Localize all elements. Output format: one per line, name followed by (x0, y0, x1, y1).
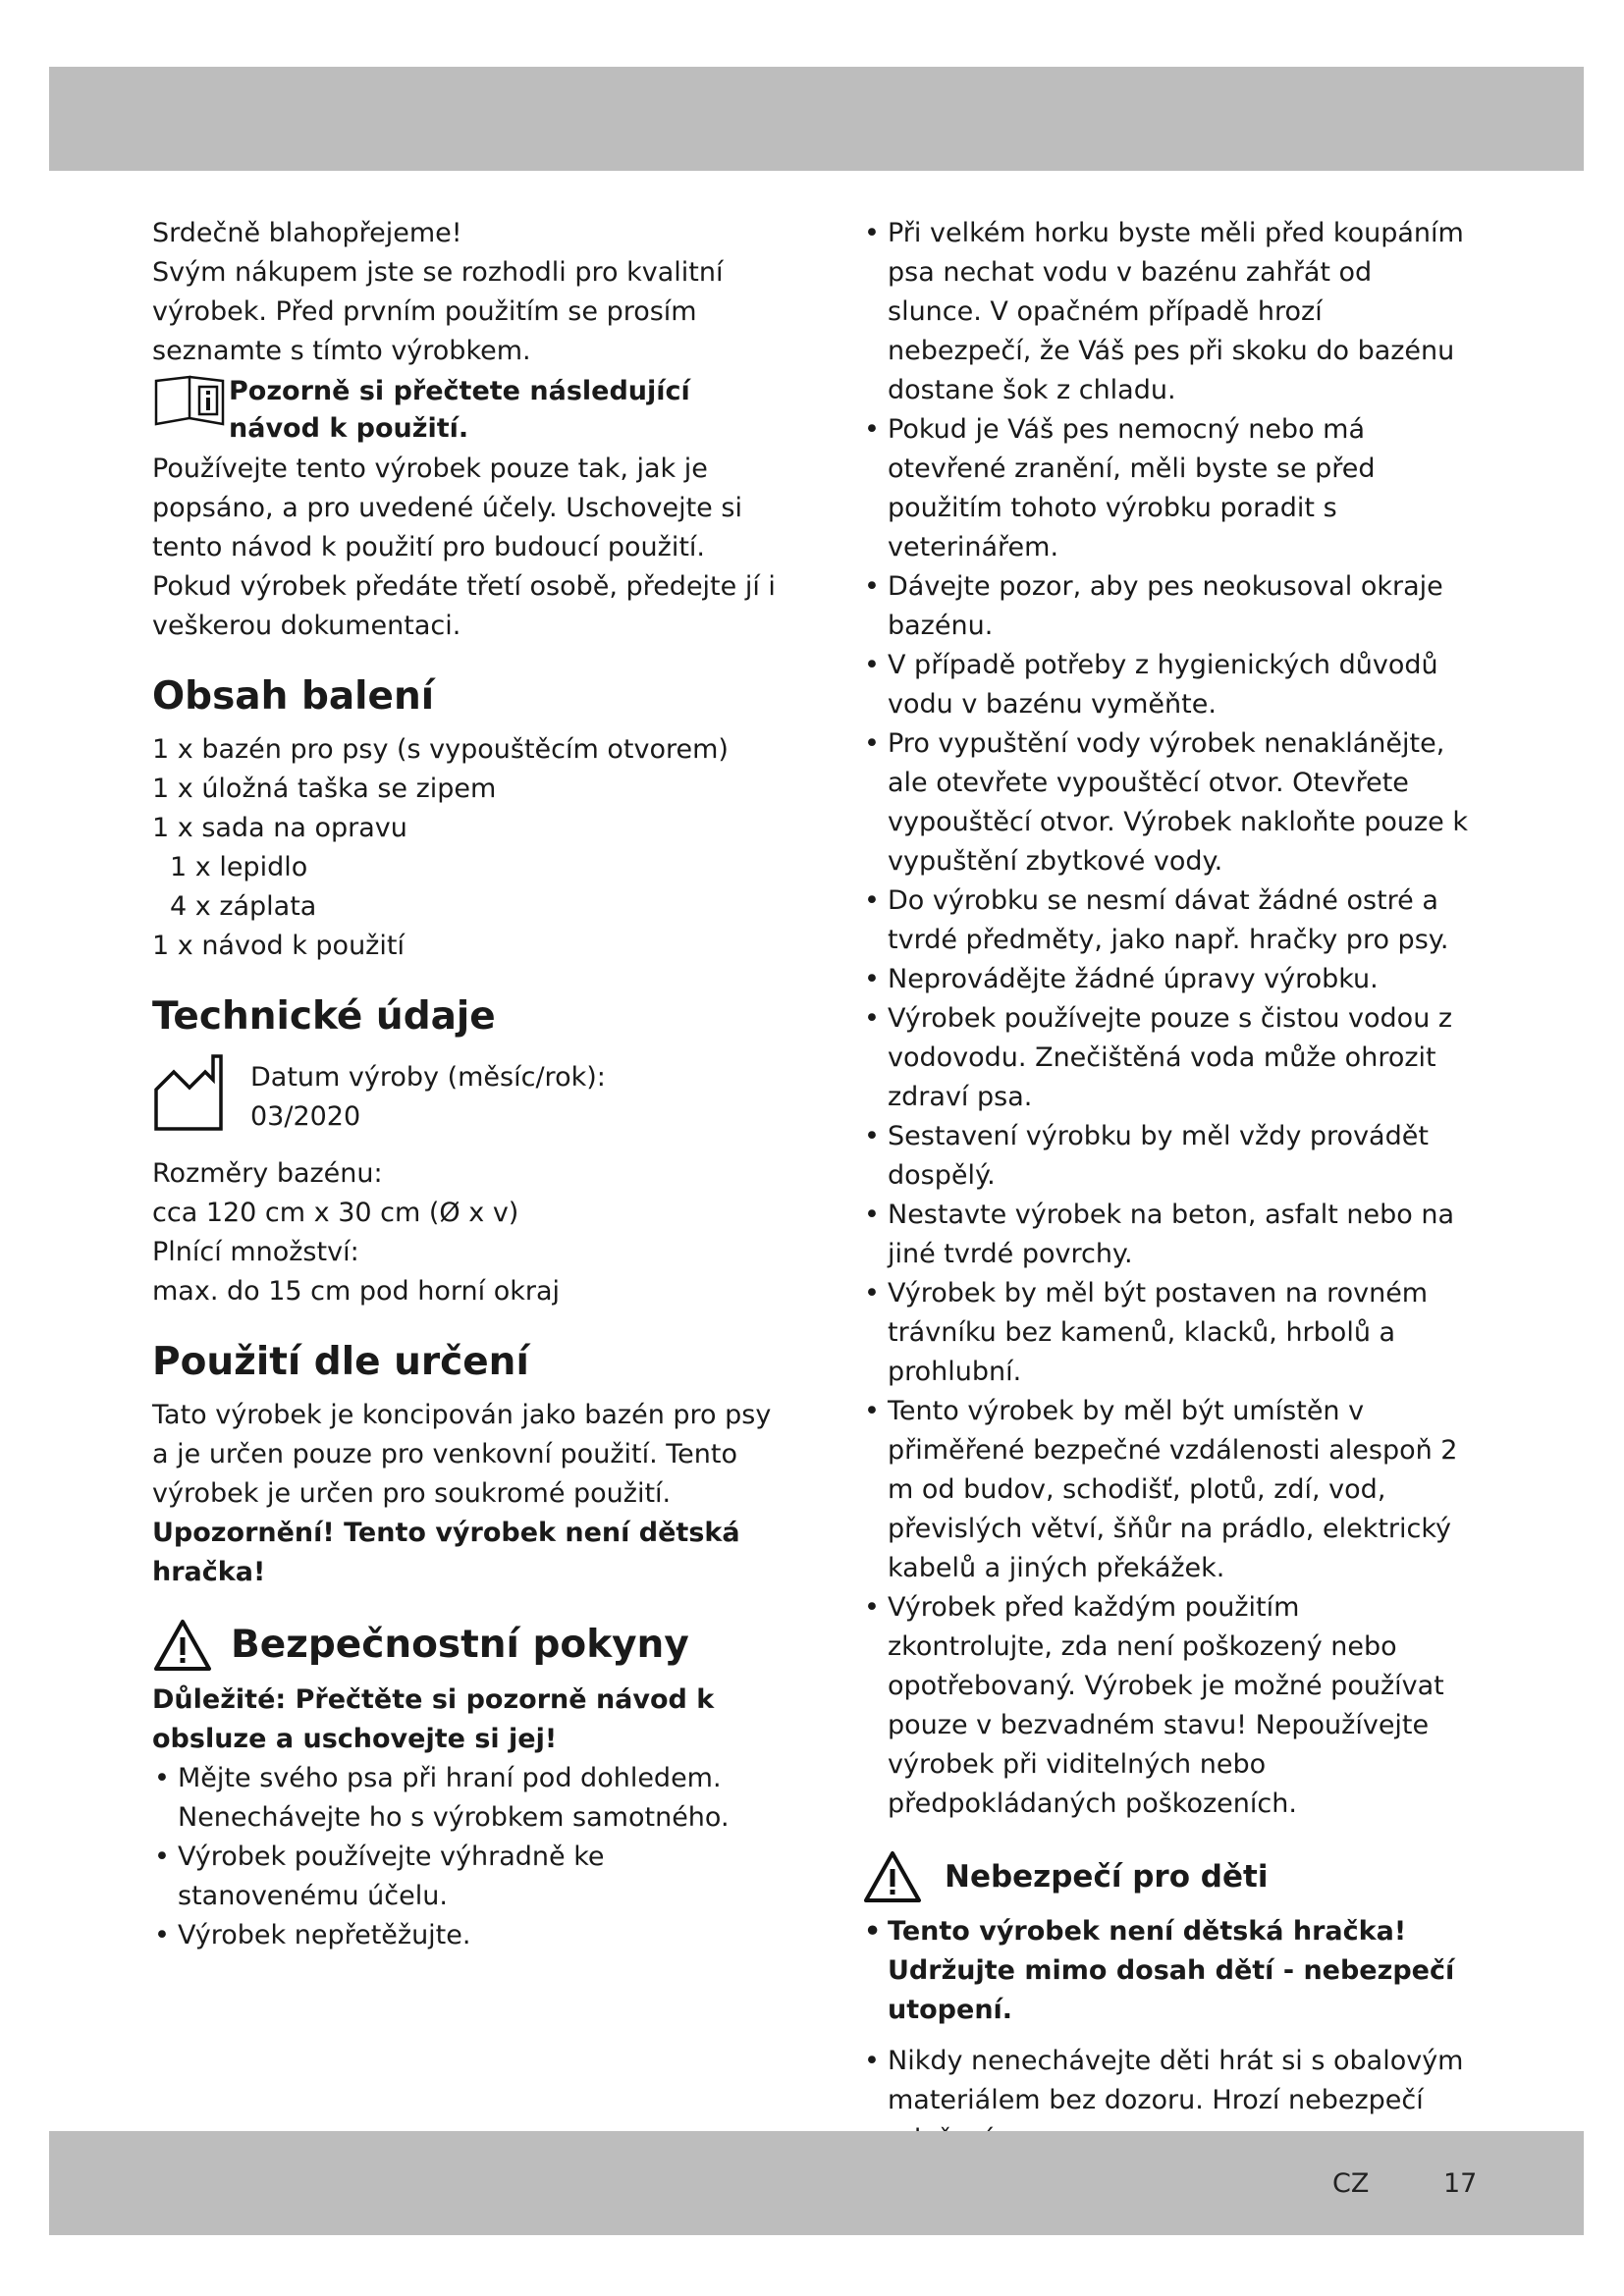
left-column (152, 214, 781, 1955)
size-label: Rozměry bazénu: (152, 1158, 383, 1189)
intro-text: Svým nákupem jste se rozhodli pro kvalitní výrobek. Před prvním použitím se prosím seznamte s tímto výrobkem. (152, 257, 724, 366)
list-item: • Pro vypuštění vody výrobek nenaklánějte, ale otevřete vypouštěcí otvor. Otevřete vypouštěcí otvor. Výrobek nakloňte pouze k vypuštění zbytkové vody. (862, 724, 1471, 881)
production-date-label: Datum výroby (měsíc/rok): (250, 1062, 606, 1093)
safety-bullets-right (862, 214, 1471, 1824)
list-item: • Nestavte výrobek na beton, asfalt nebo na jiné tvrdé povrchy. (862, 1196, 1471, 1274)
production-date-row (152, 1052, 781, 1137)
not-a-toy-warning: Upozornění! Tento výrobek není dětská hračka! (152, 1518, 740, 1587)
list-item: • Dávejte pozor, aby pes neokusoval okraje bazénu. (862, 567, 1471, 646)
technical-heading: Technické údaje (152, 994, 496, 1039)
children-heading-row (862, 1849, 1471, 1904)
list-item: 1 x návod k použití (152, 931, 405, 961)
right-column (862, 214, 1471, 2160)
list-item: 4 x záplata (170, 891, 317, 922)
list-item: • Tento výrobek není dětská hračka! Udržujte mimo dosah dětí - nebezpečí utopení. (862, 1912, 1471, 2030)
list-item: • Výrobek by měl být postaven na rovném trávníku bez kamenů, klacků, hrbolů a prohlubní. (862, 1274, 1471, 1392)
page-number: 17 (1443, 2168, 1478, 2199)
footer-bar (49, 2131, 1584, 2235)
list-item: • Výrobek používejte pouze s čistou vodou z vodovodu. Znečištěná voda může ohrozit zdraví psa. (862, 999, 1471, 1117)
factory-icon (152, 1052, 239, 1135)
list-item: • Tento výrobek by měl být umístěn v přiměřené bezpečné vzdálenosti alespoň 2 m od budov, schodišť, plotů, zdí, vod, převislých větví, šňůr na prádlo, elektrický kabelů a jiných překážek. (862, 1392, 1471, 1588)
header-bar (49, 67, 1584, 171)
production-date-value: 03/2020 (250, 1101, 361, 1132)
list-item: 1 x lepidlo (170, 852, 308, 882)
contents-list (152, 730, 781, 966)
list-item: • Mějte svého psa při hraní pod dohledem. Nenechávejte ho s výrobkem samotného. (152, 1759, 781, 1838)
list-item: 1 x sada na opravu (152, 813, 407, 843)
list-item: • Výrobek používejte výhradně ke stanovenému účelu. (152, 1838, 781, 1916)
list-item: • Sestavení výrobku by měl vždy provádět dospělý. (862, 1117, 1471, 1196)
children-bullets-bold (862, 1912, 1471, 2030)
safety-bullets-left (152, 1759, 781, 1955)
list-item: 1 x bazén pro psy (s vypouštěcím otvorem) (152, 734, 729, 765)
book-info-icon (152, 373, 229, 432)
safety-important: Důležité: Přečtěte si pozorně návod k obsluze a uschovejte si jej! (152, 1684, 715, 1754)
intended-use-heading: Použití dle určení (152, 1340, 529, 1384)
greeting: Srdečně blahopřejeme! (152, 218, 462, 248)
language-code: CZ (1332, 2168, 1370, 2199)
intended-use-text: Tato výrobek je koncipován jako bazén pro psy a je určen pouze pro venkovní použití. Tento výrobek je určen pro soukromé použití. (152, 1400, 772, 1509)
warning-triangle-icon (862, 1849, 923, 1904)
list-item: • Výrobek před každým použitím zkontrolujte, zda není poškozený nebo opotřebovaný. Výrobek je možné používat pouze v bezvadném stavu! Nepoužívejte výrobek při viditelných nebo předpokládaných poškozeních. (862, 1588, 1471, 1824)
children-heading: Nebezpečí pro děti (945, 1859, 1269, 1895)
list-item: • Neprovádějte žádné úpravy výrobku. (862, 960, 1471, 999)
safety-heading: Bezpečnostní pokyny (231, 1623, 689, 1667)
list-item: 1 x úložná taška se zipem (152, 774, 497, 804)
list-item: • Při velkém horku byste měli před koupáním psa nechat vodu v bazénu zahřát od slunce. V opačném případě hrozí nebezpečí, že Váš pes při skoku do bazénu dostane šok z chladu. (862, 214, 1471, 410)
list-item: • Výrobek nepřetěžujte. (152, 1916, 781, 1955)
list-item: • Nikdy nenechávejte děti hrát si s obalovým materiálem bez dozoru. Hrozí nebezpečí (862, 2042, 1471, 2160)
read-instructions-note (152, 373, 781, 448)
list-item: • Pokud je Váš pes nemocný nebo má otevřené zranění, měli byste se před použitím tohoto výrobku poradit s veterinářem. (862, 410, 1471, 567)
list-item: • V případě potřeby z hygienických důvodů vodu v bazénu vyměňte. (862, 646, 1471, 724)
safety-heading-row (152, 1618, 781, 1673)
note-title: Pozorně si přečtete následující návod k použití. (229, 376, 690, 444)
size-value: cca 120 cm x 30 cm (Ø x v) (152, 1198, 519, 1228)
list-item: • Do výrobku se nesmí dávat žádné ostré a tvrdé předměty, jako např. hračky pro psy. (862, 881, 1471, 960)
fill-label: Plnící množství: (152, 1237, 359, 1267)
fill-value: max. do 15 cm pod horní okraj (152, 1276, 561, 1307)
usage-text: Používejte tento výrobek pouze tak, jak je popsáno, a pro uvedené účely. Uschovejte si tento návod k použití pro budoucí použití. Pokud výrobek předáte třetí osobě, předejte jí i veškerou dokumentaci. (152, 454, 776, 641)
contents-heading: Obsah balení (152, 674, 435, 719)
warning-triangle-icon (152, 1618, 213, 1673)
